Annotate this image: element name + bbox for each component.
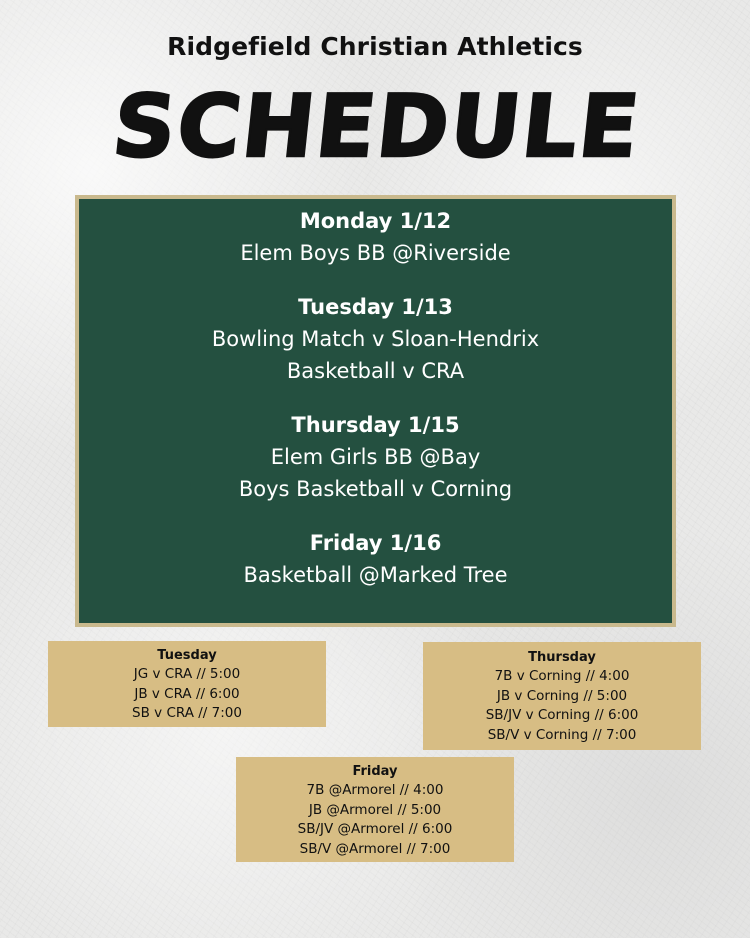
game-line: SB/V v Corning // 7:00 <box>487 726 637 743</box>
schedule-title-text: SCHEDULE <box>108 77 646 177</box>
box-title: Tuesday <box>157 648 217 663</box>
day-title: Thursday 1/15 <box>291 413 460 437</box>
day-block-thursday <box>79 409 672 505</box>
day-title: Tuesday 1/13 <box>298 295 453 319</box>
main-schedule-board <box>75 195 676 627</box>
day-block-friday <box>79 527 672 591</box>
game-line: JG v CRA // 5:00 <box>133 666 241 682</box>
day-title: Monday 1/12 <box>299 209 452 233</box>
event-line: Basketball v CRA <box>286 359 465 383</box>
day-block-tuesday <box>79 291 672 387</box>
game-line: 7B @Armorel // 4:00 <box>306 782 444 798</box>
game-line: 7B v Corning // 4:00 <box>494 668 630 684</box>
game-line: SB v CRA // 7:00 <box>132 705 242 721</box>
game-line: SB/JV v Corning // 6:00 <box>485 707 639 723</box>
day-title: Friday 1/16 <box>309 531 442 555</box>
event-line: Elem Girls BB @Bay <box>270 445 481 469</box>
box-title: Friday <box>352 764 398 779</box>
box-title: Thursday <box>528 650 596 665</box>
event-line: Boys Basketball v Corning <box>238 477 513 501</box>
game-line: SB/V @Armorel // 7:00 <box>299 840 451 857</box>
thursday-detail-box <box>423 642 701 750</box>
schedule-heading <box>0 68 750 178</box>
event-line: Elem Boys BB @Riverside <box>240 241 511 265</box>
friday-detail-box <box>236 757 514 862</box>
event-line: Bowling Match v Sloan-Hendrix <box>211 327 540 351</box>
tuesday-detail-box <box>48 641 326 727</box>
game-line: JB v Corning // 5:00 <box>496 687 628 704</box>
game-line: JB v CRA // 6:00 <box>134 685 240 702</box>
org-title: Ridgefield Christian Athletics <box>167 32 583 61</box>
game-line: SB/JV @Armorel // 6:00 <box>297 821 453 837</box>
event-line: Basketball @Marked Tree <box>243 563 508 587</box>
game-line: JB @Armorel // 5:00 <box>308 801 442 818</box>
day-block-monday <box>79 205 672 269</box>
